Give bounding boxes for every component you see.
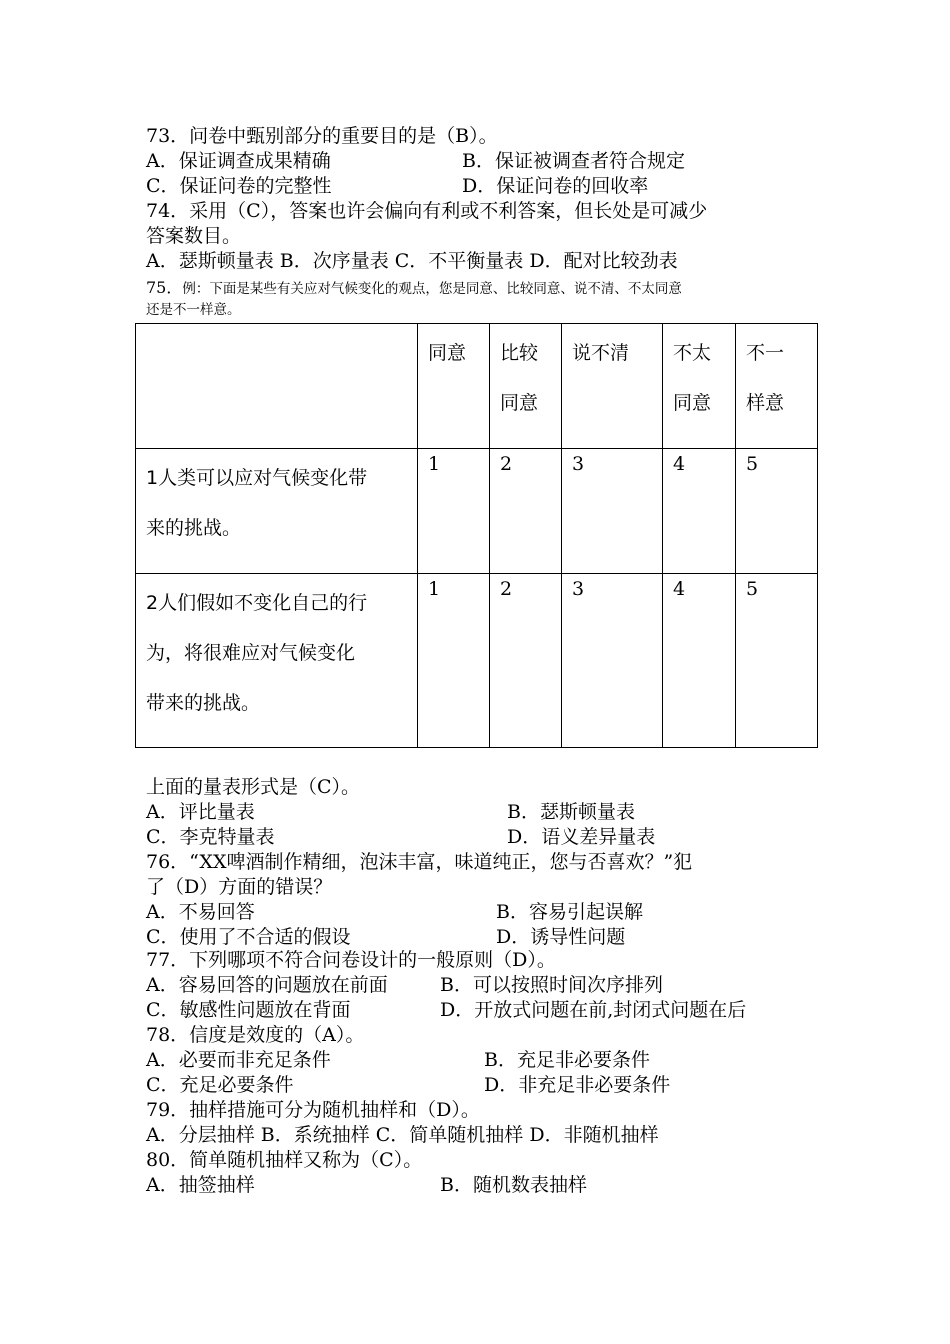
q74-stem-line2: 答案数目。 — [146, 225, 242, 247]
q75-stem-line1 — [146, 276, 682, 301]
rating-cell: 1 — [418, 574, 490, 748]
table-corner-cell — [136, 324, 418, 449]
q73-stem: 73．问卷中甄别部分的重要目的是（B）。 — [146, 125, 498, 147]
likert-scale-table — [135, 323, 818, 748]
rating-cell: 2 — [490, 574, 562, 748]
rating-cell: 4 — [663, 449, 736, 574]
q76-stem-line2: 了（D）方面的错误？ — [146, 876, 333, 898]
q77-option-a: A．容易回答的问题放在前面 — [146, 974, 388, 996]
rating-cell: 1 — [418, 449, 490, 574]
q76-option-c: C．使用了不合适的假设 — [146, 926, 351, 948]
q80-option-b: B．随机数表抽样 — [440, 1174, 587, 1196]
q73-option-d: D．保证问卷的回收率 — [462, 175, 649, 197]
q78-option-a: A．必要而非充足条件 — [146, 1049, 331, 1071]
q75-number: 75． — [146, 278, 183, 297]
q76-option-a: A．不易回答 — [146, 901, 255, 923]
q75-option-a: A．评比量表 — [146, 801, 255, 823]
statement-cell-2: 2人们假如不变化自己的行 为，将很难应对气候变化 带来的挑战。 — [136, 574, 418, 748]
q80-option-a: A．抽签抽样 — [146, 1174, 255, 1196]
q79-options: A．分层抽样 B．系统抽样 C．简单随机抽样 D．非随机抽样 — [146, 1124, 659, 1146]
rating-cell: 4 — [663, 574, 736, 748]
q77-stem: 77．下列哪项不符合问卷设计的一般原则（D）。 — [146, 949, 556, 971]
rating-cell: 3 — [562, 574, 663, 748]
q76-stem-line1: 76．“XX啤酒制作精细，泡沫丰富，味道纯正，您与否喜欢？”犯 — [146, 851, 693, 873]
header-disagree: 不一 样意 — [736, 324, 818, 449]
q74-options: A．瑟斯顿量表 B．次序量表 C．不平衡量表 D．配对比较劲表 — [146, 250, 678, 272]
q75-stem-line2: 还是不一样意。 — [146, 302, 241, 318]
q77-option-d: D．开放式问题在前,封闭式问题在后 — [440, 999, 747, 1021]
rating-cell: 5 — [736, 574, 818, 748]
q77-option-b: B．可以按照时间次序排列 — [440, 974, 663, 996]
statement-cell-1: 1人类可以应对气候变化带 来的挑战。 — [136, 449, 418, 574]
header-agree: 同意 — [418, 324, 490, 449]
q79-stem: 79．抽样措施可分为随机抽样和（D）。 — [146, 1099, 480, 1121]
q74-stem-line1: 74．采用（C），答案也许会偏向有利或不利答案，但长处是可减少 — [146, 200, 708, 222]
q78-option-b: B．充足非必要条件 — [484, 1049, 650, 1071]
rating-cell: 2 — [490, 449, 562, 574]
q76-option-b: B．容易引起误解 — [496, 901, 643, 923]
q73-option-b: B．保证被调查者符合规定 — [462, 150, 685, 172]
table-row — [136, 449, 818, 574]
q75-option-d: D．语义差异量表 — [507, 826, 656, 848]
q75-follow-question: 上面的量表形式是（C）。 — [146, 776, 361, 798]
q75-option-c: C．李克特量表 — [146, 826, 275, 848]
table-header-row — [136, 324, 818, 449]
q73-option-c: C．保证问卷的完整性 — [146, 175, 332, 197]
q78-option-c: C．充足必要条件 — [146, 1074, 294, 1096]
q73-option-a: A．保证调查成果精确 — [146, 150, 331, 172]
q75-stem-text: 例：下面是某些有关应对气候变化的观点，您是同意、比较同意、说不清、不太同意 — [182, 281, 682, 297]
rating-cell: 3 — [562, 449, 663, 574]
q75-option-b: B．瑟斯顿量表 — [507, 801, 635, 823]
header-somewhat-agree: 比较 同意 — [490, 324, 562, 449]
rating-cell: 5 — [736, 449, 818, 574]
q78-option-d: D．非充足非必要条件 — [484, 1074, 671, 1096]
header-somewhat-disagree: 不太 同意 — [663, 324, 736, 449]
q78-stem: 78．信度是效度的（A）。 — [146, 1024, 365, 1046]
q76-option-d: D．诱导性问题 — [496, 926, 626, 948]
header-unsure: 说不清 — [562, 324, 663, 449]
q80-stem: 80．简单随机抽样又称为（C）。 — [146, 1149, 423, 1171]
q77-option-c: C．敏感性问题放在背面 — [146, 999, 351, 1021]
table-row — [136, 574, 818, 748]
